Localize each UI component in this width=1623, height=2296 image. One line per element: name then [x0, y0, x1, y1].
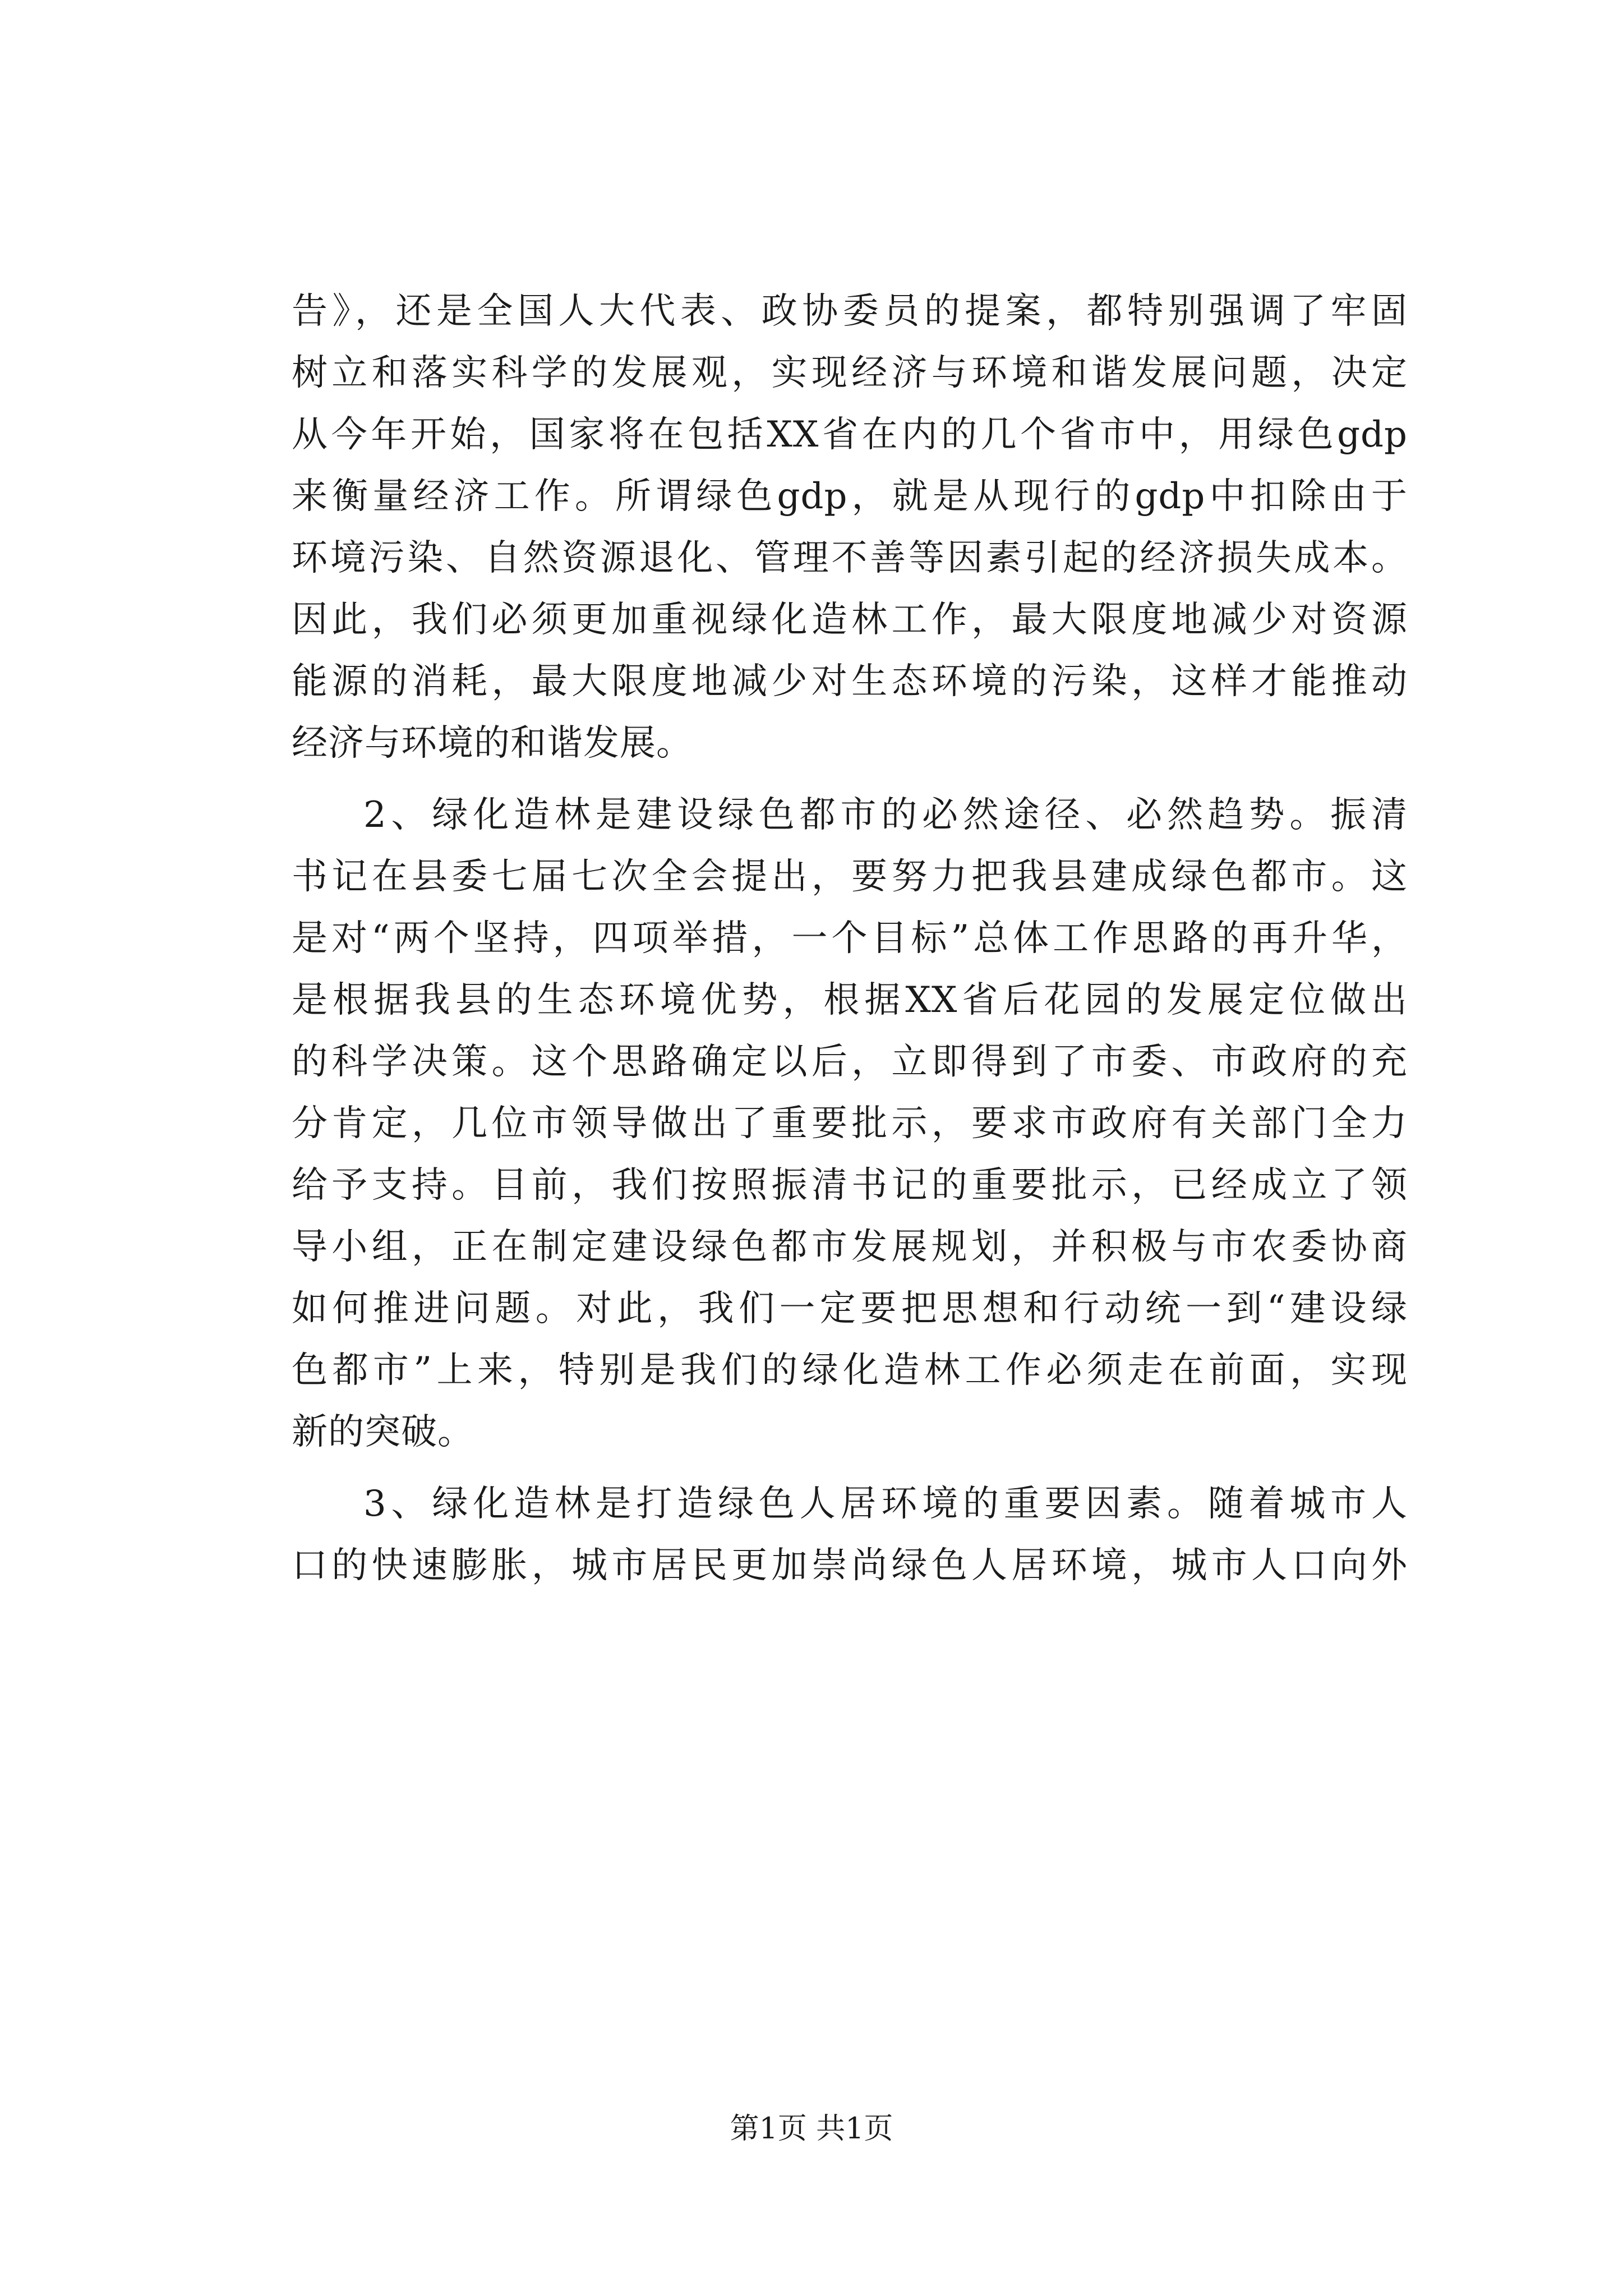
text-line: 告》，还是全国人大代表、政协委员的提案，都特别强调了牢固 — [292, 291, 1408, 332]
text-line: 树立和落实科学的发展观，实现经济与环境和谐发展问题，决定 — [292, 352, 1408, 394]
text-line: 来衡量经济工作。所谓绿色gdp，就是从现行的gdp中扣除由于 — [292, 476, 1408, 517]
text-line: 因此，我们必须更加重视绿化造林工作，最大限度地减少对资源 — [292, 599, 1408, 641]
text-line: 环境污染、自然资源退化、管理不善等因素引起的经济损失成本。 — [292, 537, 1408, 579]
text-line: 分肯定，几位市领导做出了重要批示，要求市政府有关部门全力 — [292, 1103, 1408, 1144]
text-line: 新的突破。 — [292, 1411, 474, 1453]
text-line: 的科学决策。这个思路确定以后，立即得到了市委、市政府的充 — [292, 1041, 1408, 1083]
text-line: 色都市”上来，特别是我们的绿化造林工作必须走在前面，实现 — [292, 1350, 1408, 1391]
paragraph-spacer — [292, 774, 1408, 784]
text-line: 是对“两个坚持，四项举措，一个目标”总体工作思路的再升华， — [292, 918, 1408, 959]
text-line: 从今年开始，国家将在包括XX省在内的几个省市中，用绿色gdp — [292, 414, 1408, 455]
text-line: 2、绿化造林是建设绿色都市的必然途径、必然趋势。振清 — [363, 794, 1408, 836]
document-body — [292, 280, 1408, 1596]
text-line: 是根据我县的生态环境优势，根据XX省后花园的发展定位做出 — [292, 979, 1408, 1021]
text-line: 口的快速膨胀，城市居民更加崇尚绿色人居环境，城市人口向外 — [292, 1545, 1408, 1586]
text-line: 导小组，正在制定建设绿色都市发展规划，并积极与市农委协商 — [292, 1226, 1408, 1268]
paragraph-1 — [292, 280, 1408, 774]
text-line: 书记在县委七届七次全会提出，要努力把我县建成绿色都市。这 — [292, 856, 1408, 898]
text-line: 如何推进问题。对此，我们一定要把思想和行动统一到“建设绿 — [292, 1288, 1408, 1329]
text-line: 经济与环境的和谐发展。 — [292, 723, 693, 764]
text-line: 3、绿化造林是打造绿色人居环境的重要因素。随着城市人 — [363, 1483, 1408, 1525]
text-line: 给予支持。目前，我们按照振清书记的重要批示，已经成立了领 — [292, 1165, 1408, 1206]
paragraph-spacer — [292, 1463, 1408, 1473]
text-line: 能源的消耗，最大限度地减少对生态环境的污染，这样才能推动 — [292, 661, 1408, 702]
paragraph-2 — [292, 784, 1408, 1463]
page-footer: 第1页 共1页 — [730, 2112, 893, 2146]
paragraph-3 — [292, 1473, 1408, 1596]
